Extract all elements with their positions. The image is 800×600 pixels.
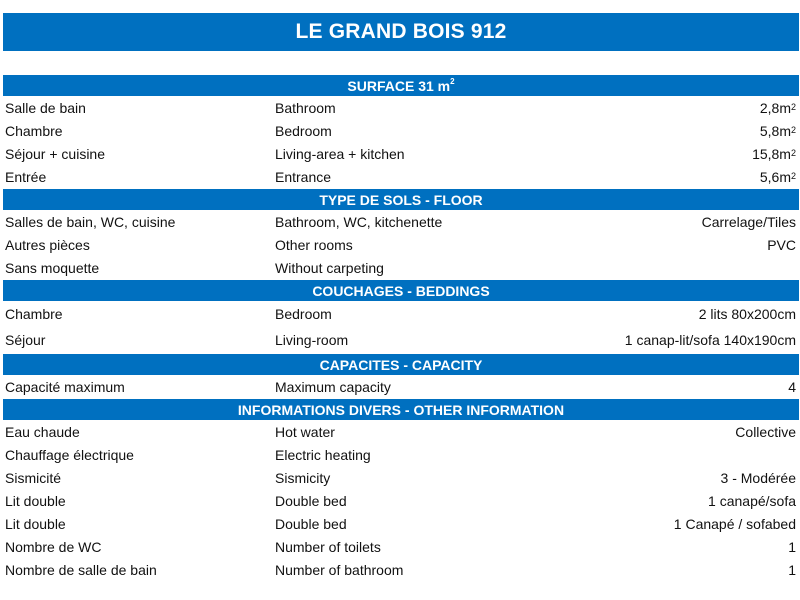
table-row-other-bathrooms [3, 558, 799, 581]
table-row-other-sismicity [3, 466, 799, 489]
label-fr: Entrée [5, 168, 47, 185]
table-row-beddings-living [3, 327, 799, 353]
label-fr: Nombre de WC [5, 538, 102, 555]
table-row-surface-living [3, 142, 799, 165]
value: 1 canapé/sofa [708, 492, 796, 509]
table-row-surface-bathroom [3, 96, 799, 119]
table-row-floor-other-rooms [3, 233, 799, 256]
property-sheet [3, 74, 799, 581]
label-en: Bathroom [275, 99, 336, 116]
label-en: Bathroom, WC, kitchenette [275, 213, 443, 230]
label-en: Number of toilets [275, 538, 381, 555]
label-en: Electric heating [275, 446, 371, 463]
table-row-other-double-bed-2 [3, 512, 799, 535]
section-header-beddings: COUCHAGES - BEDDINGS [3, 279, 799, 301]
label-en: Double bed [275, 492, 347, 509]
page-title: LE GRAND BOIS 912 [3, 13, 799, 51]
section-header-surface-sup: 2 [450, 77, 455, 86]
value: Collective [735, 423, 796, 440]
label-fr: Eau chaude [5, 423, 80, 440]
label-fr: Sismicité [5, 469, 62, 486]
value: 1 Canapé / sofabed [673, 515, 796, 532]
table-row-floor-carpeting [3, 256, 799, 279]
table-row-surface-entrance [3, 165, 799, 188]
label-en: Without carpeting [275, 259, 384, 276]
label-fr: Autres pièces [5, 236, 90, 253]
value: $15,8m^2$ [752, 145, 796, 162]
value: 1 [788, 561, 796, 578]
table-row-floor-wet-rooms [3, 210, 799, 233]
value: 3 - Modérée [720, 469, 796, 486]
table-row-other-heating [3, 443, 799, 466]
label-fr: Sans moquette [5, 259, 100, 276]
label-en: Bedroom [275, 306, 332, 322]
value: 4 [788, 378, 796, 395]
value: $2,8m^2$ [759, 99, 796, 116]
section-header-floor: TYPE DE SOLS - FLOOR [3, 188, 799, 210]
value: 2 lits 80x200cm [698, 306, 796, 322]
value: 1 canap-lit/sofa 140x190cm [624, 332, 796, 348]
label-fr: Lit double [5, 492, 66, 509]
label-fr: Salle de bain [5, 99, 86, 116]
table-row-beddings-bedroom [3, 301, 799, 327]
label-fr: Chambre [5, 122, 63, 139]
value: PVC [767, 236, 796, 253]
label-fr: Séjour + cuisine [5, 145, 106, 162]
label-fr: Chambre [5, 306, 63, 322]
label-fr: Séjour [5, 332, 46, 348]
label-en: Entrance [275, 168, 332, 185]
table-row-other-toilets [3, 535, 799, 558]
value: $5,8m^2$ [759, 122, 796, 139]
table-row-other-double-bed-1 [3, 489, 799, 512]
label-fr: Lit double [5, 515, 66, 532]
section-header-surface-text: SURFACE 31 m [347, 77, 451, 94]
label-en: Number of bathroom [275, 561, 404, 578]
section-header-surface [3, 74, 799, 96]
label-en: Bedroom [275, 122, 332, 139]
label-en: Living-area + kitchen [275, 145, 405, 162]
table-row-surface-bedroom [3, 119, 799, 142]
label-en: Double bed [275, 515, 347, 532]
label-en: Other rooms [275, 236, 353, 253]
value: $5,6m^2$ [759, 168, 796, 185]
label-fr: Capacité maximum [5, 378, 125, 395]
value: 1 [788, 538, 796, 555]
label-en: Sismicity [275, 469, 331, 486]
label-en: Maximum capacity [275, 378, 391, 395]
label-fr: Nombre de salle de bain [5, 561, 157, 578]
table-row-other-hot-water [3, 420, 799, 443]
label-en: Hot water [275, 423, 335, 440]
section-header-other: INFORMATIONS DIVERS - OTHER INFORMATION [3, 398, 799, 420]
section-header-capacity: CAPACITES - CAPACITY [3, 353, 799, 375]
label-fr: Chauffage électrique [5, 446, 134, 463]
table-row-capacity-max [3, 375, 799, 398]
value: Carrelage/Tiles [701, 213, 796, 230]
label-en: Living-room [275, 332, 349, 348]
label-fr: Salles de bain, WC, cuisine [5, 213, 176, 230]
